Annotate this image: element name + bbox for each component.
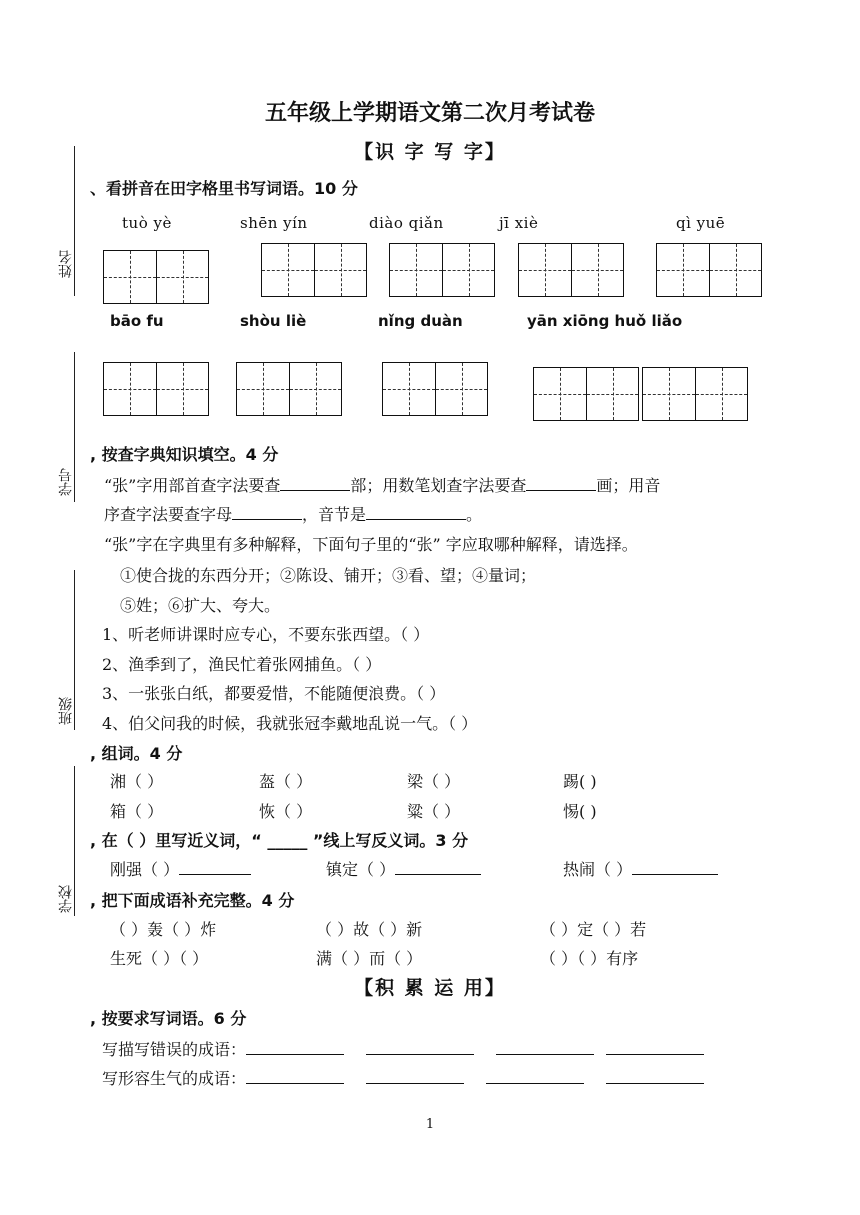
word-item[interactable]: 恢（ ） [259,802,313,821]
pinyin-label: shēn yín [240,214,308,232]
writing-grid[interactable] [382,362,488,416]
pinyin-label: jī xiè [499,214,539,232]
word-item[interactable]: 踢( ) [563,772,597,791]
pinyin-label: qì yuē [676,214,726,232]
writing-grid[interactable] [656,243,762,297]
writing-grid[interactable] [533,367,639,421]
question-2-line-2: 序查字法要查字母 ，音节是 。 [104,505,483,524]
answer-blank[interactable] [526,476,596,491]
writing-grid[interactable] [103,250,209,304]
choice-item[interactable]: 2、渔季到了，渔民忙着张网捕鱼。（ ） [102,655,382,674]
answer-blank[interactable] [606,1040,704,1055]
writing-grid[interactable] [236,362,342,416]
write-idioms-line-2: 写形容生气的成语： [102,1066,704,1089]
answer-blank[interactable] [280,476,350,491]
pinyin-label: nǐng duàn [378,312,463,330]
synonym-item[interactable]: 刚强（ ） [110,857,251,880]
question-2-heading: , 按查字典知识填空。4 分 [90,445,279,464]
answer-blank[interactable] [366,505,466,520]
writing-grid[interactable] [261,243,367,297]
word-item[interactable]: 箱（ ） [110,802,164,821]
side-label-student-id: 学号 [58,468,74,496]
writing-grid[interactable] [518,243,624,297]
idiom-item[interactable]: 满（ ）而（ ） [316,949,423,968]
answer-blank[interactable] [246,1040,344,1055]
pinyin-label: bāo fu [110,312,164,330]
question-1-heading: 、看拼音在田字格里书写词语。10 分 [90,179,358,198]
answer-blank[interactable] [179,860,251,875]
synonym-item[interactable]: 热闹（ ） [563,857,718,880]
word-item[interactable]: 梁（ ） [407,772,461,791]
writing-grid[interactable] [642,367,748,421]
question-4-heading: , 在（ ）里写近义词，“ _____ ”线上写反义词。3 分 [90,831,469,850]
answer-blank[interactable] [486,1069,584,1084]
section-heading-literacy: 【识 字 写 字】 [354,141,506,163]
pinyin-label: diào qiǎn [369,214,444,232]
page-number: 1 [425,1117,435,1132]
writing-grid[interactable] [389,243,495,297]
meaning-options: ⑤姓；⑥扩大、夸大。 [120,596,281,615]
word-item[interactable]: 粱（ ） [407,802,461,821]
writing-grid[interactable] [103,362,209,416]
word-item[interactable]: 盔（ ） [259,772,313,791]
answer-blank[interactable] [632,860,718,875]
idiom-item[interactable]: （ ）定（ ）若 [540,920,647,939]
question-2-line-1: “张”字用部首查字法要查 部；用数笔划查字法要查 画；用音 [104,476,661,495]
answer-blank[interactable] [496,1040,594,1055]
pinyin-label: shòu liè [240,312,307,330]
idiom-item[interactable]: （ ）轰（ ）炸 [110,920,217,939]
side-label-name: 姓名 [58,250,74,278]
choice-item[interactable]: 4、伯父问我的时候，我就张冠李戴地乱说一气。（ ） [102,714,478,733]
meaning-options: ①使合拢的东西分开；②陈设、铺开；③看、望；④量词； [120,566,537,585]
side-label-class: 班级 [58,697,74,725]
page-title: 五年级上学期语文第二次月考试卷 [264,101,595,126]
question-6-heading: , 按要求写词语。6 分 [90,1009,247,1028]
pinyin-label: tuò yè [122,214,172,232]
question-2-line-3: “张”字在字典里有多种解释，下面句子里的“张” 字应取哪种解释，请选择。 [104,535,638,554]
side-label-school: 学校 [58,885,74,913]
question-3-heading: , 组词。4 分 [90,744,183,763]
choice-item[interactable]: 1、听老师讲课时应专心，不要东张西望。（ ） [102,625,430,644]
answer-blank[interactable] [366,1040,474,1055]
idiom-item[interactable]: 生死（ ）（ ） [110,949,209,968]
answer-blank[interactable] [232,505,302,520]
answer-blank[interactable] [395,860,481,875]
pinyin-label: yān xiōng huǒ liǎo [527,312,683,330]
choice-item[interactable]: 3、一张张白纸，都要爱惜，不能随便浪费。（ ） [102,684,446,703]
answer-blank[interactable] [606,1069,704,1084]
synonym-item[interactable]: 镇定（ ） [326,857,481,880]
word-item[interactable]: 惕( ) [563,802,597,821]
answer-blank[interactable] [366,1069,464,1084]
question-5-heading: , 把下面成语补充完整。4 分 [90,891,295,910]
write-idioms-line-1: 写描写错误的成语： [102,1037,704,1060]
idiom-item[interactable]: （ ）（ ）有序 [540,949,639,968]
idiom-item[interactable]: （ ）故（ ）新 [316,920,423,939]
section-heading-accumulation: 【积 累 运 用】 [354,977,506,999]
answer-blank[interactable] [246,1069,344,1084]
word-item[interactable]: 湘（ ） [110,772,164,791]
